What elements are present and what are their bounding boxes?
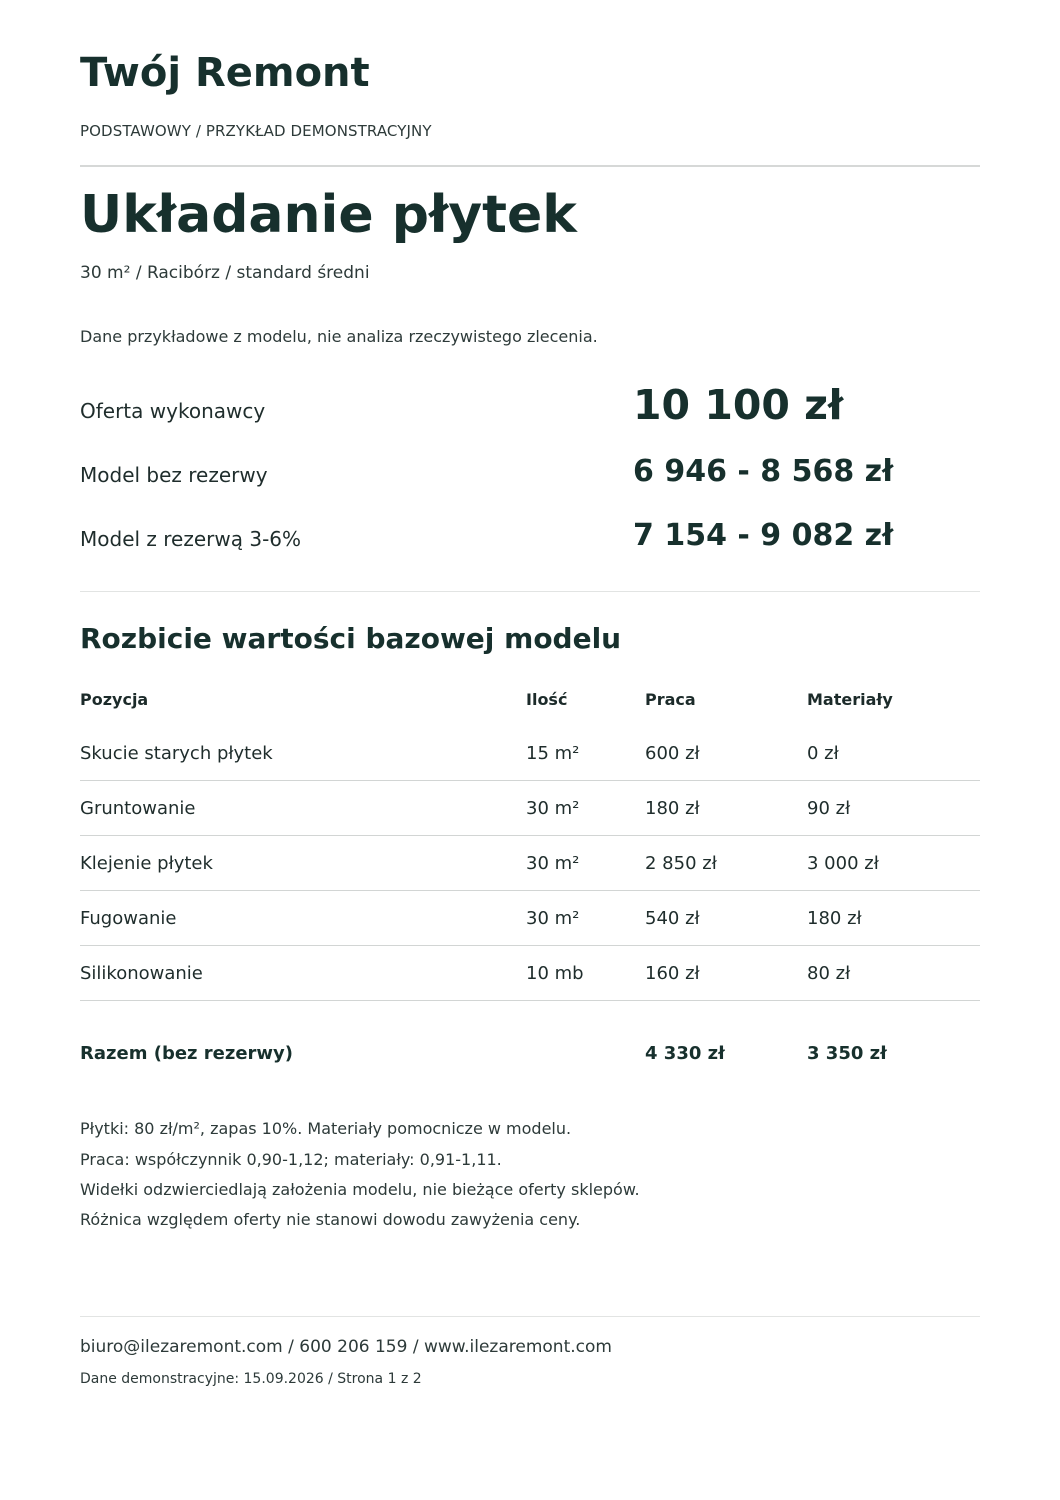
cell-labor: 160 zł xyxy=(645,946,807,1001)
footer-contact: biuro@ilezaremont.com / 600 206 159 / www.ilezaremont.com xyxy=(80,1337,612,1357)
footer-info: Dane demonstracyjne: 15.09.2026 / Strona 1 z 2 xyxy=(80,1371,422,1387)
cell-materials: 3 000 zł xyxy=(807,836,980,891)
total-materials: 3 350 zł xyxy=(807,1043,887,1064)
cell-item: Silikonowanie xyxy=(80,946,526,1001)
breakdown-title: Rozbicie wartości bazowej modelu xyxy=(80,622,622,655)
total-row xyxy=(80,1043,980,1067)
cell-item: Klejenie płytek xyxy=(80,836,526,891)
summary-value-model: 6 946 - 8 568 zł xyxy=(633,454,894,489)
column-header-labor: Praca xyxy=(645,689,696,709)
column-header-materials: Materiały xyxy=(807,689,893,709)
summary-label-offer: Oferta wykonawcy xyxy=(80,399,266,423)
job-meta: 30 m² / Racibórz / standard średni xyxy=(80,263,370,283)
cell-quantity: 10 mb xyxy=(526,946,645,1001)
job-title: Układanie płytek xyxy=(80,185,577,245)
column-header-quantity: Ilość xyxy=(526,689,568,709)
cell-labor: 180 zł xyxy=(645,781,807,836)
cell-labor: 540 zł xyxy=(645,891,807,946)
total-labor: 4 330 zł xyxy=(645,1043,725,1064)
cell-materials: 90 zł xyxy=(807,781,980,836)
cell-labor: 2 850 zł xyxy=(645,836,807,891)
table-row xyxy=(80,946,980,1001)
cell-materials: 80 zł xyxy=(807,946,980,1001)
note-line: Płytki: 80 zł/m², zapas 10%. Materiały pomocnicze w modelu. xyxy=(80,1119,572,1138)
cell-item: Fugowanie xyxy=(80,891,526,946)
cell-item: Gruntowanie xyxy=(80,781,526,836)
note-line: Praca: współczynnik 0,90-1,12; materiały: 0,91-1,11. xyxy=(80,1150,502,1169)
summary-label-reserve: Model z rezerwą 3-6% xyxy=(80,527,302,551)
total-label: Razem (bez rezerwy) xyxy=(80,1043,294,1064)
cell-materials: 180 zł xyxy=(807,891,980,946)
table-header-row xyxy=(80,672,980,726)
summary-divider xyxy=(80,591,980,592)
summary-value-offer: 10 100 zł xyxy=(633,381,844,429)
summary-value-reserve: 7 154 - 9 082 zł xyxy=(633,518,894,553)
header-divider xyxy=(80,165,980,167)
cell-quantity: 30 m² xyxy=(526,781,645,836)
cell-item: Skucie starych płytek xyxy=(80,726,526,781)
cell-labor: 600 zł xyxy=(645,726,807,781)
column-header-item: Pozycja xyxy=(80,689,149,709)
table-row xyxy=(80,836,980,891)
brand-title: Twój Remont xyxy=(80,50,370,96)
footer-divider xyxy=(80,1316,980,1317)
table-row xyxy=(80,726,980,781)
note-line: Widełki odzwierciedlają założenia modelu, nie bieżące oferty sklepów. xyxy=(80,1180,640,1199)
brand-subtitle: PODSTAWOWY / PRZYKŁAD DEMONSTRACYJNY xyxy=(80,122,432,140)
table-row xyxy=(80,781,980,836)
disclaimer: Dane przykładowe z modelu, nie analiza rzeczywistego zlecenia. xyxy=(80,327,598,346)
table-row xyxy=(80,891,980,946)
document-page xyxy=(80,0,980,1500)
summary-label-model: Model bez rezerwy xyxy=(80,463,268,487)
breakdown-table xyxy=(80,672,980,1001)
note-line: Różnica względem oferty nie stanowi dowodu zawyżenia ceny. xyxy=(80,1210,581,1229)
cell-quantity: 15 m² xyxy=(526,726,645,781)
cell-quantity: 30 m² xyxy=(526,836,645,891)
cell-materials: 0 zł xyxy=(807,726,980,781)
cell-quantity: 30 m² xyxy=(526,891,645,946)
